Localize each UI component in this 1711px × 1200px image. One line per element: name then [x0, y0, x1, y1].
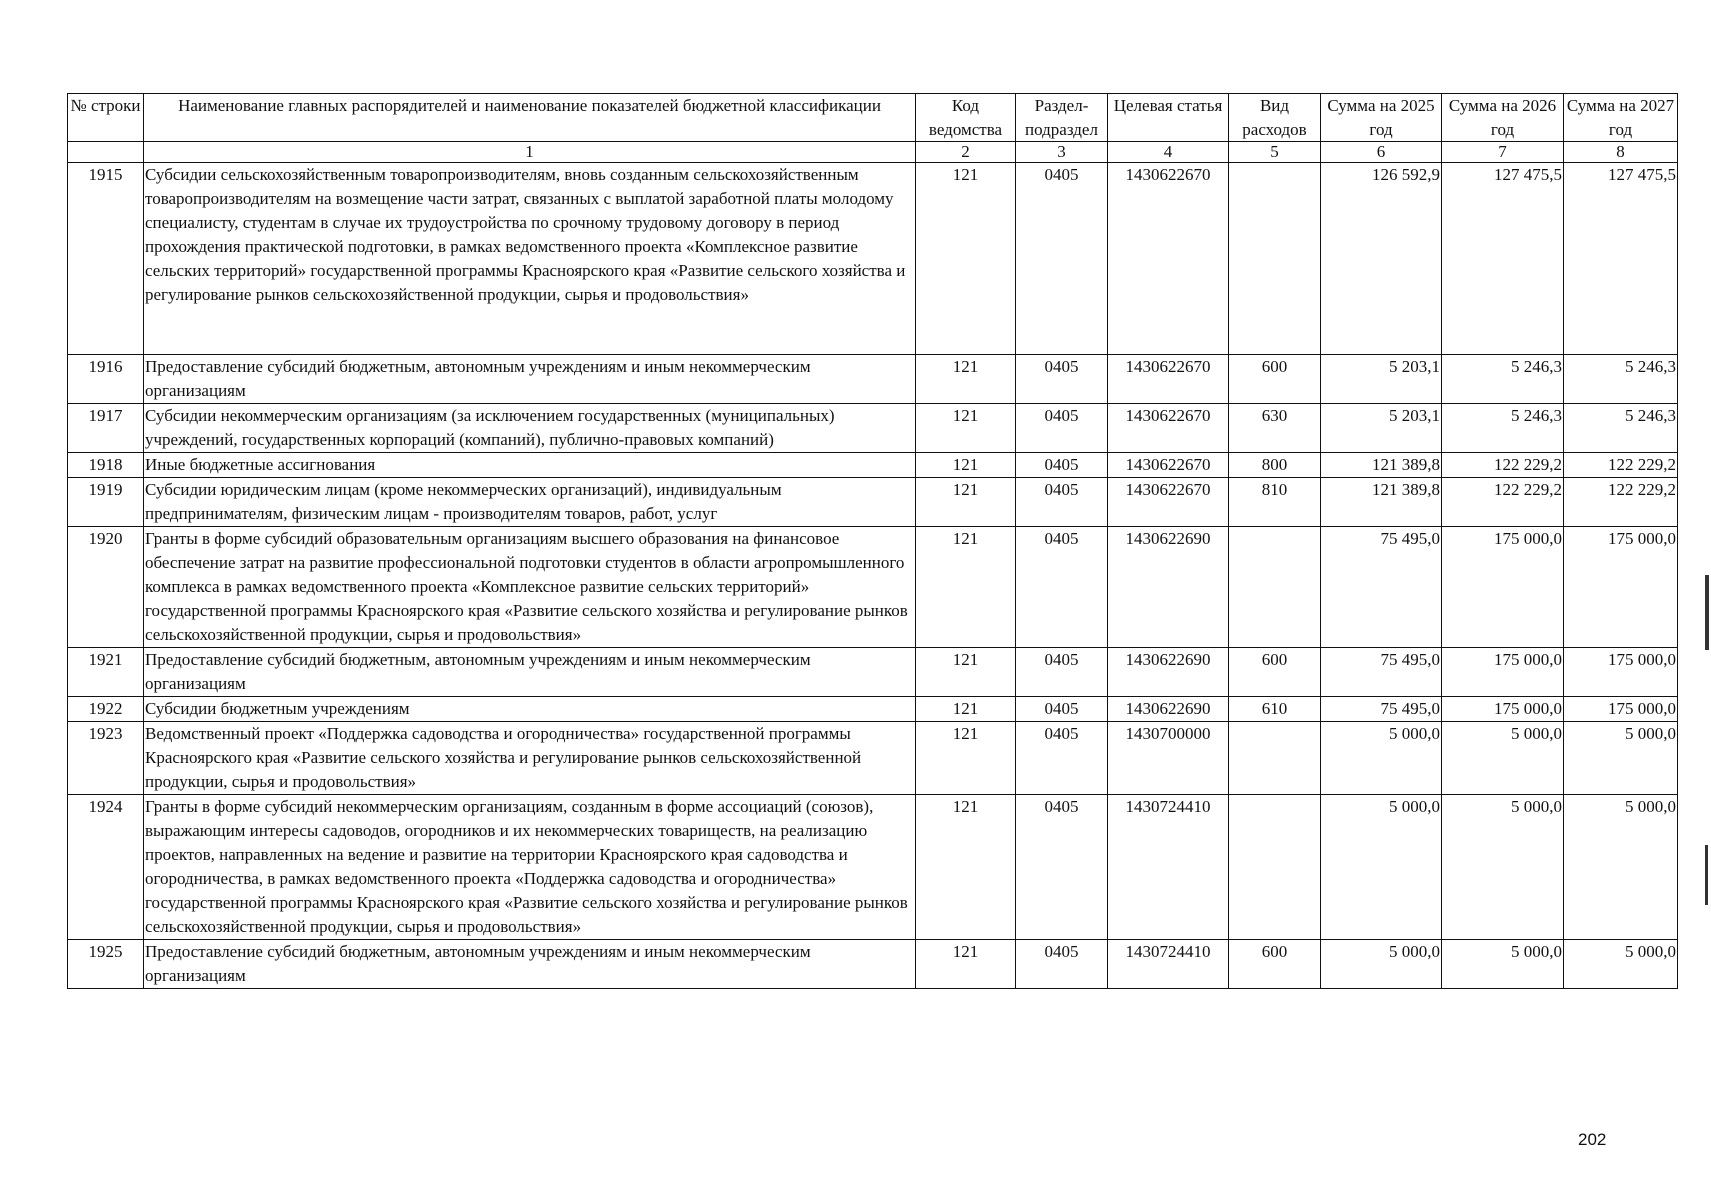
section-code: 0405 — [1016, 795, 1108, 940]
column-number: 3 — [1016, 142, 1108, 163]
row-number: 1916 — [68, 355, 144, 404]
sum-2027: 5 246,3 — [1564, 404, 1678, 453]
sum-2026: 5 000,0 — [1442, 722, 1564, 795]
target-article: 1430622670 — [1108, 163, 1229, 355]
target-article: 1430622690 — [1108, 527, 1229, 648]
sum-2026: 5 000,0 — [1442, 940, 1564, 989]
section-code: 0405 — [1016, 697, 1108, 722]
table-row — [68, 795, 1678, 940]
department-code: 121 — [916, 404, 1016, 453]
expense-type: 610 — [1229, 697, 1321, 722]
header-department-code: Код ведомства — [916, 94, 1016, 142]
sum-2025: 5 203,1 — [1321, 355, 1442, 404]
table-row — [68, 478, 1678, 527]
row-name: Субсидии некоммерческим организациям (за исключением государственных (муниципальных) учреждений, государственных корпораций (компаний), публично-правовых компаний) — [144, 404, 916, 453]
sum-2026: 122 229,2 — [1442, 478, 1564, 527]
header-sum-2027: Сумма на 2027 год — [1564, 94, 1678, 142]
table-row — [68, 527, 1678, 648]
target-article: 1430622690 — [1108, 697, 1229, 722]
column-number-row — [68, 142, 1678, 163]
department-code: 121 — [916, 795, 1016, 940]
budget-table — [67, 93, 1678, 989]
target-article: 1430622670 — [1108, 453, 1229, 478]
table-row — [68, 648, 1678, 697]
table-row — [68, 404, 1678, 453]
expense-type: 630 — [1229, 404, 1321, 453]
sum-2026: 5 246,3 — [1442, 355, 1564, 404]
sum-2025: 121 389,8 — [1321, 453, 1442, 478]
header-section: Раздел-подраздел — [1016, 94, 1108, 142]
sum-2027: 175 000,0 — [1564, 527, 1678, 648]
department-code: 121 — [916, 940, 1016, 989]
target-article: 1430622670 — [1108, 404, 1229, 453]
column-number: 1 — [144, 142, 916, 163]
row-number: 1918 — [68, 453, 144, 478]
header-name: Наименование главных распорядителей и наименование показателей бюджетной классификации — [144, 94, 916, 142]
row-number: 1915 — [68, 163, 144, 355]
sum-2027: 175 000,0 — [1564, 697, 1678, 722]
sum-2027: 5 000,0 — [1564, 795, 1678, 940]
expense-type: 800 — [1229, 453, 1321, 478]
section-code: 0405 — [1016, 453, 1108, 478]
sum-2027: 122 229,2 — [1564, 478, 1678, 527]
department-code: 121 — [916, 453, 1016, 478]
sum-2025: 5 000,0 — [1321, 795, 1442, 940]
sum-2026: 122 229,2 — [1442, 453, 1564, 478]
column-number: 7 — [1442, 142, 1564, 163]
sum-2025: 75 495,0 — [1321, 527, 1442, 648]
section-code: 0405 — [1016, 404, 1108, 453]
sum-2027: 175 000,0 — [1564, 648, 1678, 697]
row-name: Гранты в форме субсидий некоммерческим организациям, созданным в форме ассоциаций (союзов), выражающим интересы садоводов, огородников и их некоммерческих товариществ, на реализацию проектов, направленных на ведение и развитие на территории Красноярского края садоводства и огородничества, в рамках ведомственного проекта «Поддержка садоводства и огородничества» государственной программы Красноярского края «Развитие сельского хозяйства и регулирование рынков сельскохозяйственной продукции, сырья и продовольствия» — [144, 795, 916, 940]
scan-edge-mark — [1705, 845, 1708, 905]
department-code: 121 — [916, 355, 1016, 404]
sum-2025: 5 000,0 — [1321, 722, 1442, 795]
sum-2026: 175 000,0 — [1442, 697, 1564, 722]
column-number: 2 — [916, 142, 1016, 163]
sum-2025: 75 495,0 — [1321, 648, 1442, 697]
row-name: Субсидии бюджетным учреждениям — [144, 697, 916, 722]
target-article: 1430724410 — [1108, 940, 1229, 989]
section-code: 0405 — [1016, 527, 1108, 648]
row-number: 1919 — [68, 478, 144, 527]
row-name: Предоставление субсидий бюджетным, автономным учреждениям и иным некоммерческим организациям — [144, 940, 916, 989]
table-row — [68, 453, 1678, 478]
expense-type: 600 — [1229, 940, 1321, 989]
table-row — [68, 697, 1678, 722]
sum-2027: 5 000,0 — [1564, 722, 1678, 795]
row-name: Иные бюджетные ассигнования — [144, 453, 916, 478]
department-code: 121 — [916, 163, 1016, 355]
row-number: 1924 — [68, 795, 144, 940]
sum-2027: 122 229,2 — [1564, 453, 1678, 478]
header-target-article: Целевая статья — [1108, 94, 1229, 142]
page-number: 202 — [1578, 1130, 1607, 1149]
expense-type: 600 — [1229, 648, 1321, 697]
target-article: 1430724410 — [1108, 795, 1229, 940]
row-number: 1920 — [68, 527, 144, 648]
department-code: 121 — [916, 697, 1016, 722]
scan-edge-mark — [1705, 575, 1709, 650]
target-article: 1430622670 — [1108, 478, 1229, 527]
row-name: Субсидии юридическим лицам (кроме некоммерческих организаций), индивидуальным предпринимателям, физическим лицам - производителям товаров, работ, услуг — [144, 478, 916, 527]
row-name: Субсидии сельскохозяйственным товаропроизводителям, вновь созданным сельскохозяйственным товаропроизводителям на возмещение части затрат, связанных с выплатой заработной платы молодому специалисту, студентам в случае их трудоустройства по срочному трудовому договору в период прохождения практической подготовки, в рамках ведомственного проекта «Комплексное развитие сельских территорий» государственной программы Красноярского края «Развитие сельского хозяйства и регулирование рынков сельскохозяйственной продукции, сырья и продовольствия» — [144, 163, 916, 355]
sum-2027: 5 000,0 — [1564, 940, 1678, 989]
expense-type — [1229, 795, 1321, 940]
header-expense-type: Вид расходов — [1229, 94, 1321, 142]
department-code: 121 — [916, 648, 1016, 697]
sum-2027: 5 246,3 — [1564, 355, 1678, 404]
expense-type — [1229, 527, 1321, 648]
column-number: 6 — [1321, 142, 1442, 163]
row-name: Гранты в форме субсидий образовательным организациям высшего образования на финансовое обеспечение затрат на развитие профессиональной подготовки студентов в области агропромышленного комплекса в рамках ведомственного проекта «Комплексное развитие сельских территорий» государственной программы Красноярского края «Развитие сельского хозяйства и регулирование рынков сельскохозяйственной продукции, сырья и продовольствия» — [144, 527, 916, 648]
expense-type — [1229, 163, 1321, 355]
department-code: 121 — [916, 478, 1016, 527]
section-code: 0405 — [1016, 940, 1108, 989]
row-name: Ведомственный проект «Поддержка садоводства и огородничества» государственной программы Красноярского края «Развитие сельского хозяйства и регулирование рынков сельскохозяйственной продукции, сырья и продовольствия» — [144, 722, 916, 795]
column-number — [68, 142, 144, 163]
sum-2025: 5 000,0 — [1321, 940, 1442, 989]
row-number: 1922 — [68, 697, 144, 722]
target-article: 1430700000 — [1108, 722, 1229, 795]
row-name: Предоставление субсидий бюджетным, автономным учреждениям и иным некоммерческим организациям — [144, 355, 916, 404]
row-number: 1923 — [68, 722, 144, 795]
column-number: 8 — [1564, 142, 1678, 163]
header-sum-2025: Сумма на 2025 год — [1321, 94, 1442, 142]
sum-2026: 5 000,0 — [1442, 795, 1564, 940]
column-number: 5 — [1229, 142, 1321, 163]
department-code: 121 — [916, 527, 1016, 648]
section-code: 0405 — [1016, 355, 1108, 404]
table-row — [68, 163, 1678, 355]
table-row — [68, 722, 1678, 795]
expense-type: 810 — [1229, 478, 1321, 527]
target-article: 1430622690 — [1108, 648, 1229, 697]
sum-2026: 175 000,0 — [1442, 648, 1564, 697]
header-sum-2026: Сумма на 2026 год — [1442, 94, 1564, 142]
sum-2026: 127 475,5 — [1442, 163, 1564, 355]
row-number: 1917 — [68, 404, 144, 453]
row-number: 1925 — [68, 940, 144, 989]
section-code: 0405 — [1016, 478, 1108, 527]
expense-type: 600 — [1229, 355, 1321, 404]
section-code: 0405 — [1016, 163, 1108, 355]
row-number: 1921 — [68, 648, 144, 697]
expense-type — [1229, 722, 1321, 795]
section-code: 0405 — [1016, 648, 1108, 697]
table-row — [68, 355, 1678, 404]
column-number: 4 — [1108, 142, 1229, 163]
sum-2026: 5 246,3 — [1442, 404, 1564, 453]
sum-2026: 175 000,0 — [1442, 527, 1564, 648]
department-code: 121 — [916, 722, 1016, 795]
sum-2025: 5 203,1 — [1321, 404, 1442, 453]
row-name: Предоставление субсидий бюджетным, автономным учреждениям и иным некоммерческим организациям — [144, 648, 916, 697]
header-row-number: № строки — [68, 94, 144, 142]
table-row — [68, 940, 1678, 989]
sum-2025: 121 389,8 — [1321, 478, 1442, 527]
header-row — [68, 94, 1678, 142]
sum-2025: 126 592,9 — [1321, 163, 1442, 355]
sum-2027: 127 475,5 — [1564, 163, 1678, 355]
sum-2025: 75 495,0 — [1321, 697, 1442, 722]
section-code: 0405 — [1016, 722, 1108, 795]
target-article: 1430622670 — [1108, 355, 1229, 404]
